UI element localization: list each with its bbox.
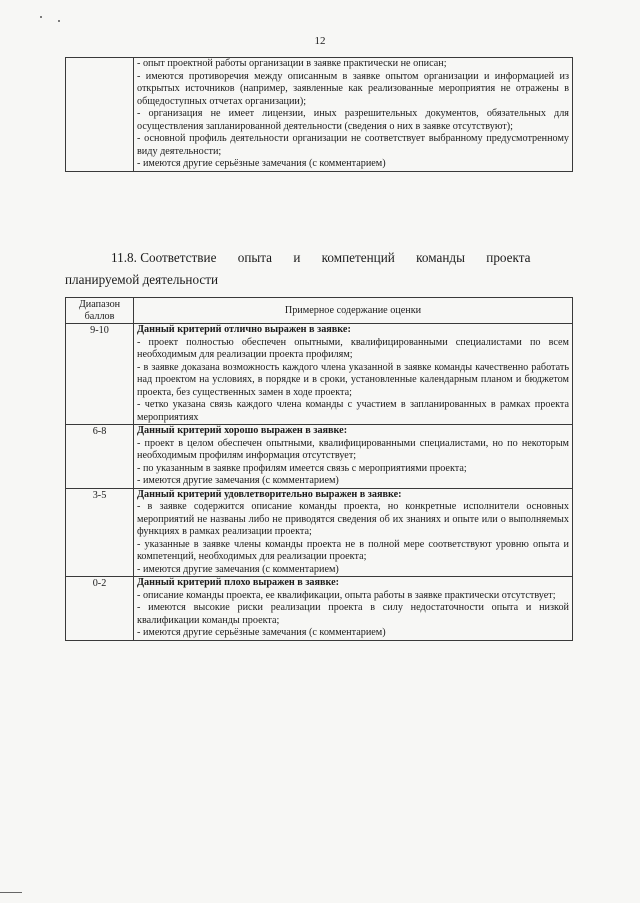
table-row [66, 58, 573, 172]
list-item: - четко указана связь каждого члена команды с участием в запланированных в рамках проекта мероприятиях [137, 399, 569, 423]
score-range: 6-8 [66, 425, 134, 489]
list-item: - в заявке содержится описание команды проекта, но конкретные исполнители основных мероприятий не названы либо не приводятся сведения об их знаниях и опыте или о выполняемых функциях в рамках реализации проекта; [137, 501, 569, 537]
table-row [66, 577, 573, 641]
scan-speck [58, 20, 60, 22]
list-item: - имеются противоречия между описанным в заявке опытом организации и информацией из открытых источников (например, заявленные как реализованные мероприятия не отражены в общедоступных отчетах организации); [137, 70, 569, 107]
criteria-content-cell [134, 324, 573, 425]
section-number: 11.8. [111, 250, 137, 265]
score-range: 0-2 [66, 577, 134, 641]
criteria-scoring-table [65, 297, 573, 641]
criteria-heading: Данный критерий плохо выражен в заявке: [137, 577, 340, 588]
table-row [66, 488, 573, 577]
list-item: - по указанным в заявке профилям имеется связь с мероприятиями проекта; [137, 462, 467, 474]
score-range: 9-10 [66, 324, 134, 425]
previous-criteria-table-continuation [65, 57, 573, 172]
list-item: - имеются другие замечания (с комментарием) [137, 475, 339, 486]
criteria-heading: Данный критерий удовлетворительно выражен в заявке: [137, 488, 402, 500]
list-item: - основной профиль деятельности организации не соответствует выбранному предусмотренному виду деятельности; [137, 133, 569, 157]
criteria-heading: Данный критерий отлично выражен в заявке: [137, 324, 351, 335]
criteria-heading: Данный критерий хорошо выражен в заявке: [137, 425, 348, 436]
scan-edge-mark [0, 892, 22, 893]
scan-speck [40, 16, 42, 18]
list-item: - в заявке доказана возможность каждого члена указанной в заявке команды качественно работать над проектом на условиях, в порядке и в сроки, установленные календарным планом и бюджетом проекта, без существенных замен в ходе проекта; [137, 361, 569, 398]
list-item: - проект в целом обеспечен опытными, квалифицированными специалистами, но по некоторым необходимым профилям информация отсутствует; [137, 437, 569, 461]
criteria-content-cell [134, 488, 573, 577]
criteria-content-cell [134, 425, 573, 489]
score-range: 3-5 [66, 488, 134, 577]
list-item: - опыт проектной работы организации в заявке практически не описан; [137, 58, 447, 69]
list-item: - имеются другие серьёзные замечания (с комментарием) [137, 627, 386, 638]
list-item: - организация не имеет лицензии, иных разрешительных документов, обязательных для осуществления запланированной деятельности (сведения о них в заявке отсутствуют); [137, 108, 569, 132]
table-row [66, 324, 573, 425]
section-title-line1: Соответствие опыта и компетенций команды проекта [140, 250, 531, 265]
header-content: Примерное содержание оценки [134, 298, 573, 324]
header-range: Диапазон баллов [66, 298, 134, 324]
criteria-content-cell [134, 58, 573, 172]
list-item: - проект полностью обеспечен опытными, квалифицированными специалистами по всем необходимым для реализации проекта профилям; [137, 336, 569, 360]
criteria-content-cell [134, 577, 573, 641]
table-row [66, 425, 573, 489]
list-item: - имеются другие серьёзные замечания (с комментарием) [137, 158, 386, 169]
table-header-row [66, 298, 573, 324]
section-heading [65, 247, 573, 269]
list-item: - указанные в заявке члены команды проекта не в полной мере соответствуют уровню опыта и компетенций, необходимых для реализации проекта; [137, 538, 569, 562]
range-cell-empty [66, 58, 134, 172]
page-number: 12 [314, 35, 326, 47]
list-item: - описание команды проекта, ее квалификации, опыта работы в заявке практически отсутствует; [137, 589, 556, 601]
list-item: - имеются высокие риски реализации проекта в силу недостаточности опыта и низкой квалификации команды проекта; [137, 602, 569, 626]
section-heading-continuation: планируемой деятельности [65, 272, 219, 287]
list-item: - имеются другие замечания (с комментарием) [137, 563, 339, 575]
